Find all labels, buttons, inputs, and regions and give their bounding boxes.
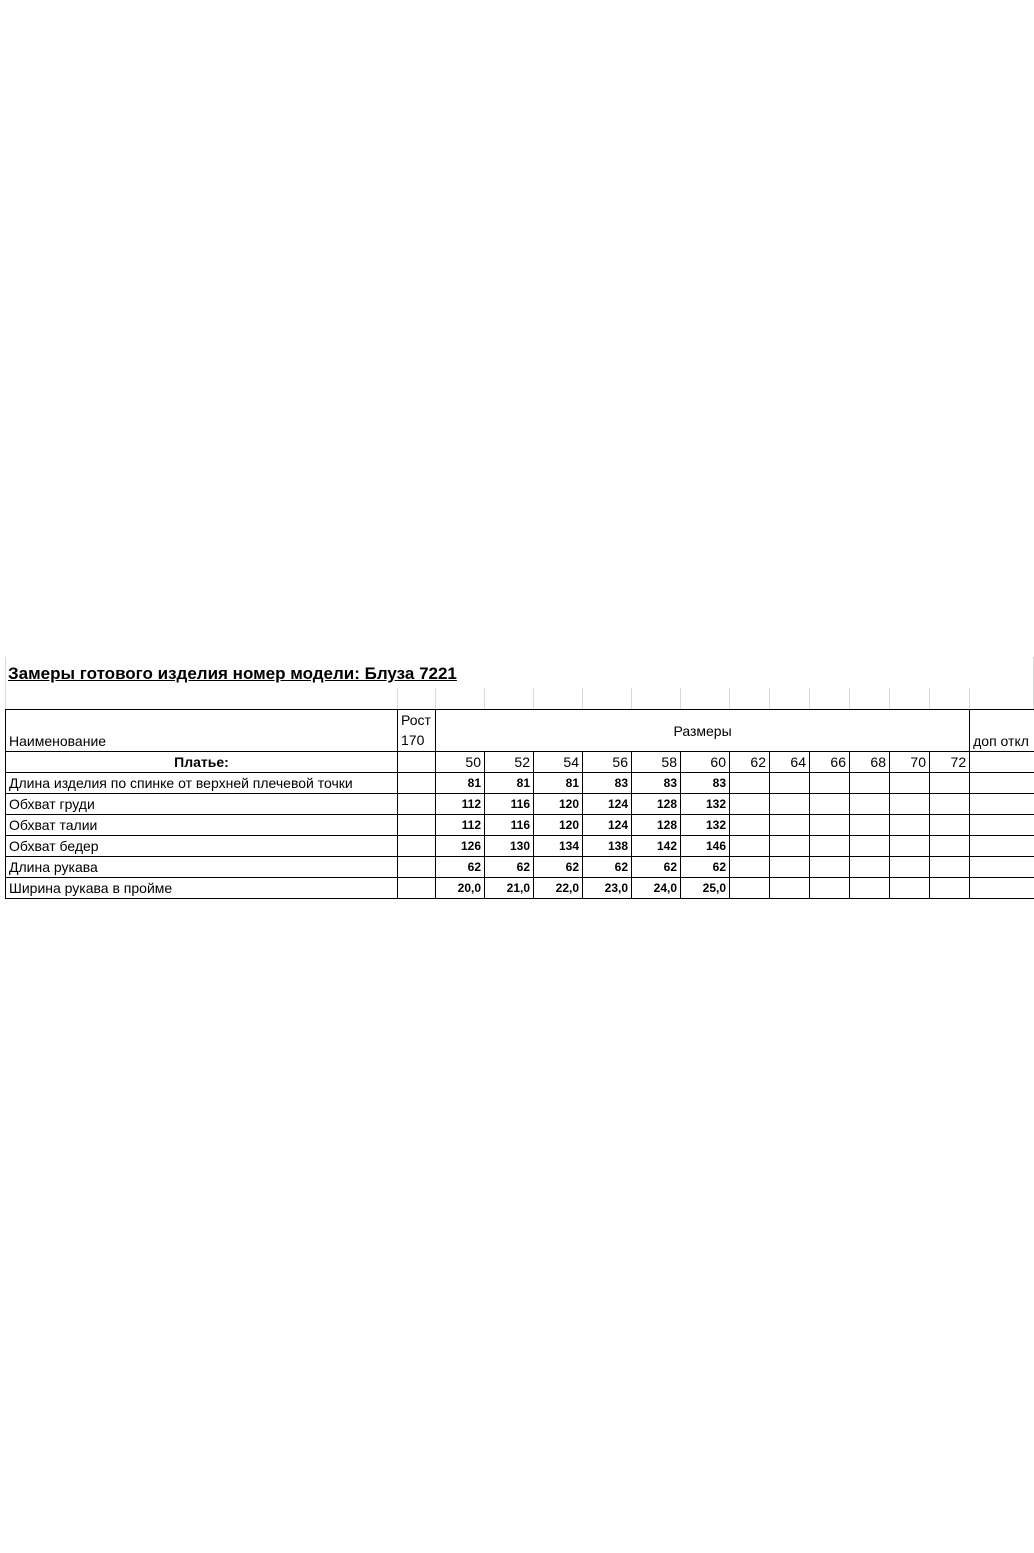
measurement-value: 62 [534, 857, 583, 878]
header-row [6, 710, 1034, 752]
size-header-cell: 64 [770, 752, 810, 773]
empty-cell [398, 773, 436, 794]
measurement-value [730, 878, 770, 899]
measurement-value: 132 [681, 794, 730, 815]
measurement-value: 112 [436, 815, 485, 836]
measurement-label: Ширина рукава в пройме [6, 878, 398, 899]
measurement-value: 83 [583, 773, 632, 794]
empty-cell [970, 773, 1034, 794]
measurement-value [810, 878, 850, 899]
measurement-value [770, 857, 810, 878]
measurement-value: 62 [583, 857, 632, 878]
measurement-value: 81 [534, 773, 583, 794]
empty-cell [970, 878, 1034, 899]
measurement-label: Обхват бедер [6, 836, 398, 857]
measurement-value: 25,0 [681, 878, 730, 899]
empty-cell [398, 857, 436, 878]
dop-header: доп откл [970, 710, 1034, 752]
measurement-value: 116 [485, 815, 534, 836]
measurement-value [890, 878, 930, 899]
size-header-cell: 66 [810, 752, 850, 773]
measurement-value [770, 773, 810, 794]
measurement-value [890, 857, 930, 878]
measurement-value [890, 815, 930, 836]
empty-cell [398, 878, 436, 899]
size-header-cell: 52 [485, 752, 534, 773]
measurement-value [850, 878, 890, 899]
sizes-header: Размеры [436, 710, 970, 752]
measurement-value: 21,0 [485, 878, 534, 899]
table-row [6, 878, 1034, 899]
empty-cell [970, 857, 1034, 878]
table-row [6, 836, 1034, 857]
size-header-cell: 50 [436, 752, 485, 773]
measurement-value [850, 857, 890, 878]
measurement-value: 146 [681, 836, 730, 857]
measurement-value [810, 857, 850, 878]
measurement-value: 120 [534, 794, 583, 815]
size-header-cell: 68 [850, 752, 890, 773]
measurement-label: Обхват талии [6, 815, 398, 836]
measurement-value: 138 [583, 836, 632, 857]
measurement-value: 24,0 [632, 878, 681, 899]
table-row [6, 857, 1034, 878]
measurement-value: 128 [632, 794, 681, 815]
measurement-value [850, 794, 890, 815]
empty-cell [398, 794, 436, 815]
measurement-value [930, 815, 970, 836]
table-row [6, 794, 1034, 815]
measurement-value [810, 815, 850, 836]
section-row [6, 752, 1034, 773]
measurement-value [930, 836, 970, 857]
measurement-value: 62 [681, 857, 730, 878]
measurement-label: Обхват груди [6, 794, 398, 815]
measurement-value: 83 [632, 773, 681, 794]
measurement-value: 124 [583, 815, 632, 836]
measurement-value [810, 836, 850, 857]
measurement-value: 83 [681, 773, 730, 794]
measurement-value: 120 [534, 815, 583, 836]
measurement-value [930, 857, 970, 878]
measurement-value: 20,0 [436, 878, 485, 899]
empty-cell [970, 794, 1034, 815]
blank-grid-row [5, 688, 1034, 709]
measurement-value [890, 836, 930, 857]
measurement-value: 112 [436, 794, 485, 815]
measurement-value [730, 836, 770, 857]
sheet-title: Замеры готового изделия номер модели: Блуза 7221 [8, 664, 457, 683]
measurement-value [810, 773, 850, 794]
measurement-sheet [5, 657, 1034, 899]
measurement-value [850, 836, 890, 857]
size-header-cell: 60 [681, 752, 730, 773]
measurement-value [770, 878, 810, 899]
empty-cell [398, 836, 436, 857]
name-header: Наименование [6, 710, 398, 752]
measurements-table [5, 709, 1034, 899]
measurement-label: Длина рукава [6, 857, 398, 878]
measurement-value: 130 [485, 836, 534, 857]
size-header-cell: 54 [534, 752, 583, 773]
rost-header: Рост 170 [398, 710, 436, 752]
table-row [6, 773, 1034, 794]
measurement-value: 124 [583, 794, 632, 815]
measurement-value [810, 794, 850, 815]
empty-cell [970, 815, 1034, 836]
measurement-value: 62 [632, 857, 681, 878]
measurement-value [890, 773, 930, 794]
measurement-value [930, 878, 970, 899]
empty-cell [970, 752, 1034, 773]
measurement-value [730, 815, 770, 836]
size-header-cell: 70 [890, 752, 930, 773]
measurement-value: 22,0 [534, 878, 583, 899]
size-header-cell: 72 [930, 752, 970, 773]
measurement-value: 126 [436, 836, 485, 857]
measurement-value [930, 794, 970, 815]
measurement-value [850, 815, 890, 836]
measurement-value [770, 815, 810, 836]
size-header-cell: 62 [730, 752, 770, 773]
measurement-value [730, 794, 770, 815]
measurement-value: 128 [632, 815, 681, 836]
empty-cell [398, 815, 436, 836]
measurement-value: 81 [436, 773, 485, 794]
empty-cell [398, 752, 436, 773]
measurement-value [930, 773, 970, 794]
empty-cell [970, 836, 1034, 857]
measurement-value: 23,0 [583, 878, 632, 899]
size-header-cell: 58 [632, 752, 681, 773]
measurement-value [890, 794, 930, 815]
measurement-value: 62 [485, 857, 534, 878]
measurement-value [730, 773, 770, 794]
measurement-value: 116 [485, 794, 534, 815]
measurement-value: 62 [436, 857, 485, 878]
measurement-value: 134 [534, 836, 583, 857]
measurement-value: 81 [485, 773, 534, 794]
measurement-value [770, 794, 810, 815]
size-header-cell: 56 [583, 752, 632, 773]
measurement-value [770, 836, 810, 857]
measurement-value: 142 [632, 836, 681, 857]
measurement-value [730, 857, 770, 878]
measurement-value: 132 [681, 815, 730, 836]
table-row [6, 815, 1034, 836]
measurement-value [850, 773, 890, 794]
measurement-label: Длина изделия по спинке от верхней плечевой точки [6, 773, 398, 794]
title-row [5, 657, 1034, 688]
section-label: Платье: [6, 752, 398, 773]
